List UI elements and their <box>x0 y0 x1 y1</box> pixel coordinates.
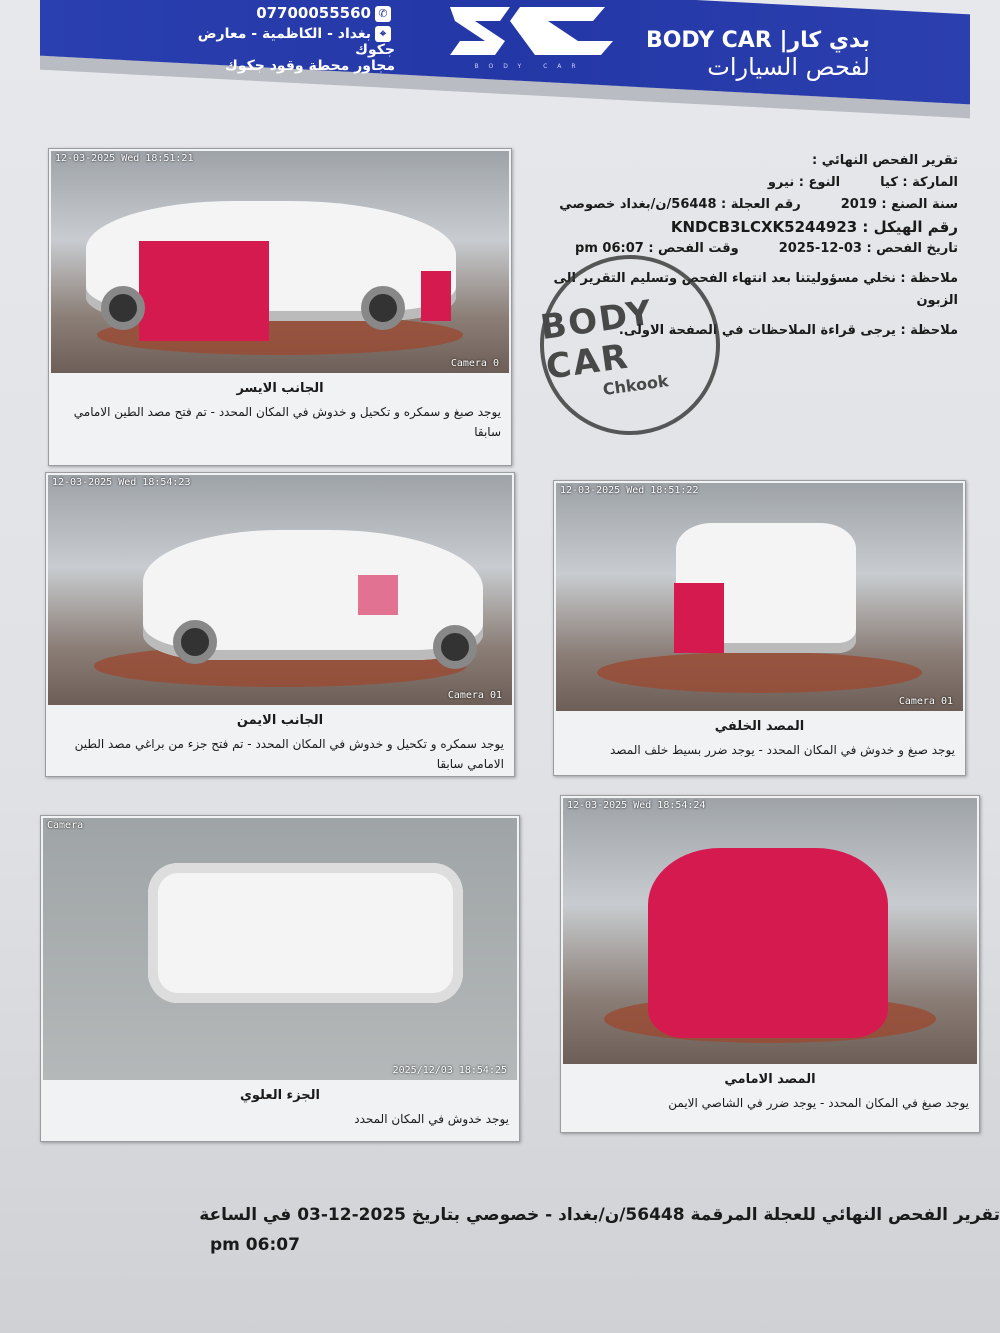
photo-timestamp: Camera <box>47 820 84 831</box>
stamp-text: BODY CAR <box>537 292 656 388</box>
photo-card-left-side <box>48 148 512 466</box>
photo-caption: المصد الخلفي <box>714 719 805 734</box>
svg-text:BODY CAR: BODY CAR <box>474 63 586 70</box>
photo-roof[interactable] <box>43 818 517 1080</box>
note-1: ملاحظة : نخلي مسؤوليتنا بعد انتهاء الفحص وتسليم التقرير الى الزبون <box>553 271 958 308</box>
photo-caption: الجانب الايسر <box>236 381 324 396</box>
photo-description: يوجد سمكره و تكحيل و خدوش في المكان المحدد - تم فتح جزء من براغي مصد الطين الامامي سابقا <box>74 737 504 771</box>
photo-description: يوجد صبغ و خدوش في المكان المحدد - يوجد ضرر بسيط خلف المصد <box>610 743 955 757</box>
make: الماركة : كيا <box>880 175 958 190</box>
photo-caption: المصد الامامي <box>724 1072 816 1087</box>
photo-rear-bumper[interactable] <box>556 483 963 711</box>
photo-front-bumper[interactable] <box>563 798 977 1064</box>
camera-label: Camera 01 <box>447 690 502 701</box>
contact-info <box>180 4 395 74</box>
footer-line1: تقرير الفحص النهائي للعجلة المرقمة 56448/ن/بغداد - خصوصي بتاريخ 2025-12-03 في الساعة <box>199 1205 1000 1225</box>
phone-number: 07700055560 <box>256 4 371 22</box>
photo-caption: الجزء العلوي <box>239 1088 320 1103</box>
camera-label: Camera 01 <box>898 696 953 707</box>
address-line2: مجاور محطة وقود جكوك <box>225 58 395 74</box>
inspection-time: وقت الفحص : pm 06:07 <box>575 241 739 256</box>
photo-timestamp: 12-03-2025 Wed 18:54:24 <box>567 800 706 811</box>
photo-left-side[interactable] <box>51 151 509 373</box>
photo-timestamp: 12-03-2025 Wed 18:54:23 <box>52 477 191 488</box>
body-car-logo <box>440 2 620 72</box>
photo-right-side[interactable] <box>48 475 512 705</box>
location-pin-icon: ⌖ <box>375 26 391 42</box>
phone-icon: ✆ <box>375 6 391 22</box>
photo-description: يوجد صبغ في المكان المحدد - يوجد ضرر في الشاصي الايمن <box>668 1096 969 1110</box>
camera-label: 2025/12/03 18:54:25 <box>392 1065 507 1076</box>
photo-card-front-bumper <box>560 795 980 1133</box>
photo-card-right-side <box>45 472 515 777</box>
brand-line2: لفحص السيارات <box>707 53 870 81</box>
year: سنة الصنع : 2019 <box>840 197 958 212</box>
note-2: ملاحظة : يرجى قراءة الملاحظات في الصفحة الاولى. <box>618 323 958 338</box>
photo-timestamp: 12-03-2025 Wed 18:51:22 <box>560 485 699 496</box>
plate-number: رقم العجلة : 56448/ن/بغداد خصوصي <box>559 197 801 212</box>
brand-name <box>646 28 870 81</box>
photo-caption: الجانب الايمن <box>236 713 324 728</box>
vin: رقم الهيكل : KNDCB3LCXK5244923 <box>670 218 958 236</box>
brand-line1: بدي كار| BODY CAR <box>645 28 870 53</box>
photo-card-rear-bumper <box>553 480 966 776</box>
photo-timestamp: 12-03-2025 Wed 18:51:21 <box>55 153 194 164</box>
inspection-date: تاريخ الفحص : 03-12-2025 <box>778 241 958 256</box>
photo-card-roof <box>40 815 520 1142</box>
camera-label: Camera 0 <box>450 358 499 369</box>
report-title: تقرير الفحص النهائي : <box>811 153 958 168</box>
photo-description: يوجد خدوش في المكان المحدد <box>354 1112 509 1126</box>
footer-line2: pm 06:07 <box>210 1235 300 1255</box>
model: النوع : نيرو <box>767 175 841 190</box>
photo-description: يوجد صبغ و سمكره و تكحيل و خدوش في المكان المحدد - تم فتح مصد الطين الامامي سابقا <box>73 405 501 439</box>
address-line1: بغداد - الكاظمية - معارض جكوك <box>197 26 395 58</box>
stamp-sub: Chkook <box>601 370 670 399</box>
